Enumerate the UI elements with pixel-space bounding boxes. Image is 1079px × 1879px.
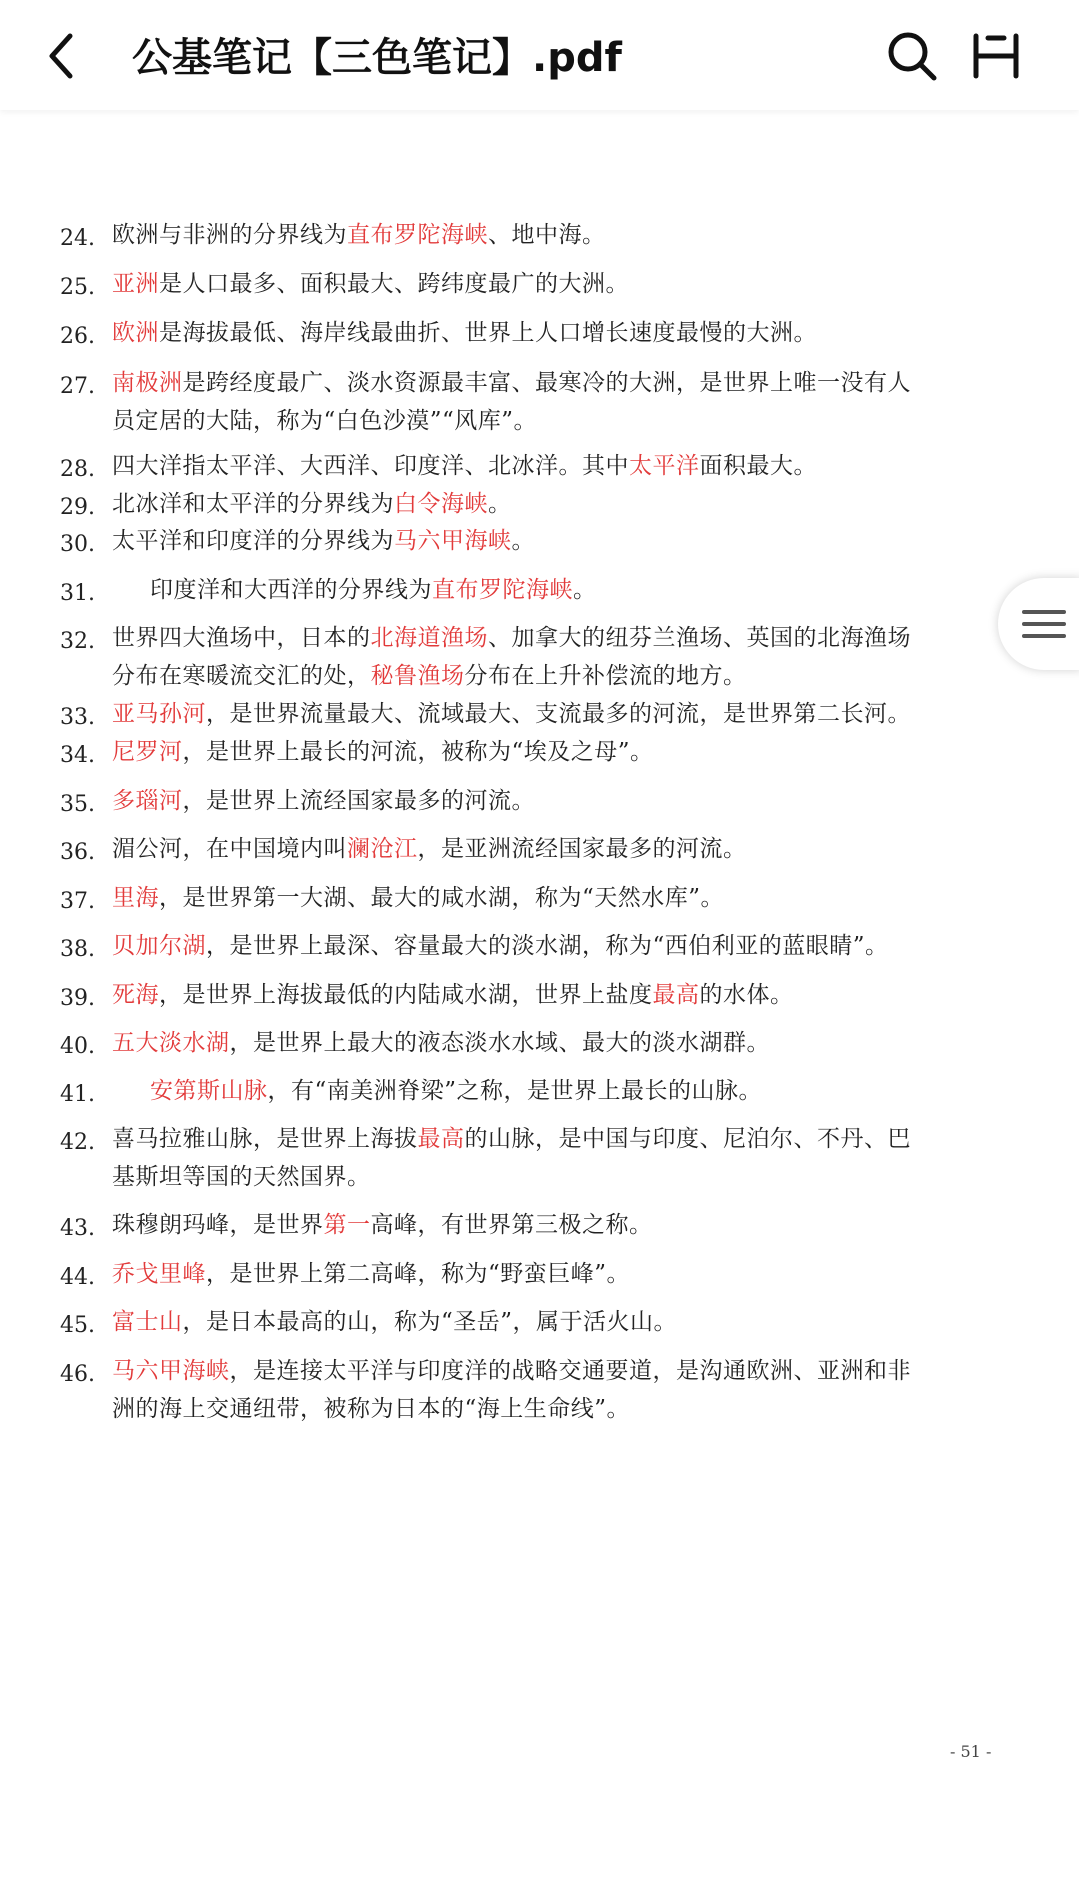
text-segment: ，是世界上第二高峰，称为“野蛮巨峰”。: [206, 1261, 631, 1287]
highlighted-term: 马六甲海峡: [394, 528, 512, 554]
pdf-page: [0, 110, 1079, 1879]
item-text-line: [112, 972, 1000, 1018]
highlighted-term: 亚洲: [112, 271, 159, 297]
text-segment: 世界四大渔场中，日本的: [112, 625, 371, 651]
item-number: 31.: [60, 581, 95, 606]
item-text-line: [112, 518, 1000, 564]
list-item: [60, 1255, 1000, 1293]
search-icon: [884, 28, 940, 84]
text-segment: 。: [573, 577, 597, 603]
text-segment: 湄公河，在中国境内叫: [112, 836, 347, 862]
text-segment: ，是亚洲流经国家最多的河流。: [417, 836, 747, 862]
highlighted-term: 安第斯山脉: [150, 1078, 268, 1104]
list-item: [60, 976, 1000, 1014]
list-item: [60, 265, 1000, 303]
item-number: 37.: [60, 889, 95, 914]
more-button[interactable]: [968, 30, 1024, 82]
item-text-line: [112, 778, 1000, 824]
page-number: - 51 -: [950, 1742, 992, 1761]
list-item: [60, 733, 1000, 771]
outline-button[interactable]: [998, 578, 1079, 670]
text-segment: ，是世界上最深、容量最大的淡水湖，称为“西伯利亚的蓝眼睛”。: [206, 933, 889, 959]
item-text-line: [112, 1386, 1000, 1432]
highlighted-term: 秘鲁渔场: [370, 663, 465, 689]
text-segment: 分布在上升补偿流的地方。: [464, 663, 747, 689]
text-segment: 高峰，有世界第三极之称。: [370, 1212, 653, 1238]
highlighted-term: 死海: [112, 982, 159, 1008]
highlighted-term: 直布罗陀海峡: [347, 222, 488, 248]
item-number: 45.: [60, 1313, 95, 1338]
text-segment: 。: [488, 491, 512, 517]
text-segment: 是人口最多、面积最大、跨纬度最广的大洲。: [159, 271, 629, 297]
item-number: 34.: [60, 743, 95, 768]
text-segment: 欧洲与非洲的分界线为: [112, 222, 347, 248]
list-item: [60, 1352, 1000, 1428]
text-segment: 、地中海。: [488, 222, 606, 248]
text-segment: 是跨经度最广、淡水资源最丰富、最寒冷的大洲，是世界上唯一没有人: [182, 370, 911, 396]
item-text-line: [112, 398, 1000, 444]
item-text-line: [112, 1202, 1000, 1248]
highlighted-term: 北海道渔场: [370, 625, 488, 651]
text-segment: 的山脉，是中国与印度、尼泊尔、不丹、巴: [464, 1126, 911, 1152]
item-number: 36.: [60, 840, 95, 865]
list-item: [60, 830, 1000, 868]
item-text-line: [112, 1020, 1000, 1066]
text-segment: ，是世界上流经国家最多的河流。: [182, 788, 535, 814]
menu-icon: [998, 578, 1079, 670]
text-segment: ，是世界上海拔最低的内陆咸水湖，世界上盐度: [159, 982, 653, 1008]
text-segment: 四大洋指太平洋、大西洋、印度洋、北冰洋。其中: [112, 453, 629, 479]
item-number: 41.: [60, 1082, 95, 1107]
text-segment: ，是日本最高的山，称为“圣岳”，属于活火山。: [182, 1309, 678, 1335]
highlighted-term: 里海: [112, 885, 159, 911]
item-text-line: [112, 875, 1000, 921]
item-text-line: [112, 826, 1000, 872]
top-bar: [0, 0, 1079, 110]
highlighted-term: 富士山: [112, 1309, 183, 1335]
item-number: 40.: [60, 1034, 95, 1059]
text-segment: 太平洋和印度洋的分界线为: [112, 528, 394, 554]
item-text-line: [112, 923, 1000, 969]
highlighted-term: 太平洋: [629, 453, 700, 479]
text-segment: 北冰洋和太平洋的分界线为: [112, 491, 394, 517]
text-segment: ，是连接太平洋与印度洋的战略交通要道，是沟通欧洲、亚洲和非: [229, 1358, 911, 1384]
list-item: [60, 314, 1000, 352]
item-number: 33.: [60, 705, 95, 730]
text-segment: 是海拔最低、海岸线最曲折、世界上人口增长速度最慢的大洲。: [159, 320, 817, 346]
text-segment: 、加拿大的纽芬兰渔场、英国的北海渔场: [488, 625, 911, 651]
item-number: 27.: [60, 374, 95, 399]
list-item: [60, 1206, 1000, 1244]
text-segment: ，是世界流量最大、流域最大、支流最多的河流，是世界第二长河。: [206, 701, 911, 727]
highlighted-term: 乔戈里峰: [112, 1261, 206, 1287]
item-text-line: [112, 1251, 1000, 1297]
item-number: 38.: [60, 937, 95, 962]
text-segment: 。: [511, 528, 535, 554]
highlighted-term: 南极洲: [112, 370, 183, 396]
highlighted-term: 最高: [417, 1126, 465, 1152]
highlighted-term: 白令海峡: [394, 491, 488, 517]
item-text-line: [112, 1299, 1000, 1345]
chevron-left-icon: [40, 28, 88, 84]
text-segment: 印度洋和大西洋的分界线为: [150, 577, 432, 603]
search-button[interactable]: [884, 28, 940, 84]
item-text-line: [112, 212, 1000, 258]
highlighted-term: 亚马孙河: [112, 701, 206, 727]
list-item: [60, 619, 1000, 695]
highlighted-term: 尼罗河: [112, 739, 183, 765]
text-segment: 面积最大。: [699, 453, 817, 479]
list-item: [60, 1303, 1000, 1341]
menu-toggle-icon: [968, 30, 1024, 82]
item-number: 42.: [60, 1130, 95, 1155]
text-segment: 喜马拉雅山脉，是世界上海拔: [112, 1126, 418, 1152]
list-item: [60, 1024, 1000, 1062]
list-item: [60, 879, 1000, 917]
text-segment: ，是世界第一大湖、最大的咸水湖，称为“天然水库”。: [159, 885, 725, 911]
item-text-line: [150, 567, 1038, 613]
item-text-line: [112, 1154, 1000, 1200]
highlighted-term: 贝加尔湖: [112, 933, 206, 959]
list-item: [60, 364, 1000, 440]
item-number: 46.: [60, 1362, 95, 1387]
highlighted-term: 澜沧江: [347, 836, 418, 862]
item-text-line: [112, 729, 1000, 775]
list-item: [60, 522, 1000, 560]
highlighted-term: 多瑙河: [112, 788, 183, 814]
back-button[interactable]: [40, 28, 88, 84]
highlighted-term: 欧洲: [112, 320, 159, 346]
item-number: 32.: [60, 629, 95, 654]
text-segment: 的水体。: [699, 982, 794, 1008]
item-number: 24.: [60, 226, 95, 251]
list-item: [60, 1120, 1000, 1196]
list-item: [60, 927, 1000, 965]
text-segment: ，是世界上最大的液态淡水水域、最大的淡水湖群。: [229, 1030, 770, 1056]
item-text-line: [112, 261, 1000, 307]
list-item: [60, 782, 1000, 820]
item-number: 29.: [60, 495, 95, 520]
list-item: [60, 695, 1000, 733]
item-number: 44.: [60, 1265, 95, 1290]
item-number: 28.: [60, 457, 95, 482]
item-number: 30.: [60, 532, 95, 557]
text-segment: 洲的海上交通纽带，被称为日本的“海上生命线”。: [112, 1396, 631, 1422]
text-segment: 珠穆朗玛峰，是世界: [112, 1212, 324, 1238]
highlighted-term: 直布罗陀海峡: [432, 577, 573, 603]
item-number: 25.: [60, 275, 95, 300]
list-item: [60, 447, 1000, 485]
text-segment: ，是世界上最长的河流，被称为“埃及之母”。: [182, 739, 654, 765]
item-number: 35.: [60, 792, 95, 817]
item-number: 39.: [60, 986, 95, 1011]
document-title: 公基笔记【三色笔记】.pdf: [132, 35, 622, 81]
list-item: [60, 1072, 1000, 1110]
highlighted-term: 五大淡水湖: [112, 1030, 230, 1056]
text-segment: 分布在寒暖流交汇的处，: [112, 663, 371, 689]
text-segment: ，有“南美洲脊梁”之称，是世界上最长的山脉。: [267, 1078, 763, 1104]
text-segment: 基斯坦等国的天然国界。: [112, 1164, 371, 1190]
item-text-line: [112, 310, 1000, 356]
highlighted-term: 第一: [323, 1212, 371, 1238]
list-item: [60, 216, 1000, 254]
list-item: [60, 571, 1000, 609]
item-number: 43.: [60, 1216, 95, 1241]
text-segment: 员定居的大陆，称为“白色沙漠”“风库”。: [112, 408, 538, 434]
highlighted-term: 马六甲海峡: [112, 1358, 230, 1384]
item-text-line: [150, 1068, 1038, 1114]
highlighted-term: 最高: [652, 982, 700, 1008]
item-number: 26.: [60, 324, 95, 349]
